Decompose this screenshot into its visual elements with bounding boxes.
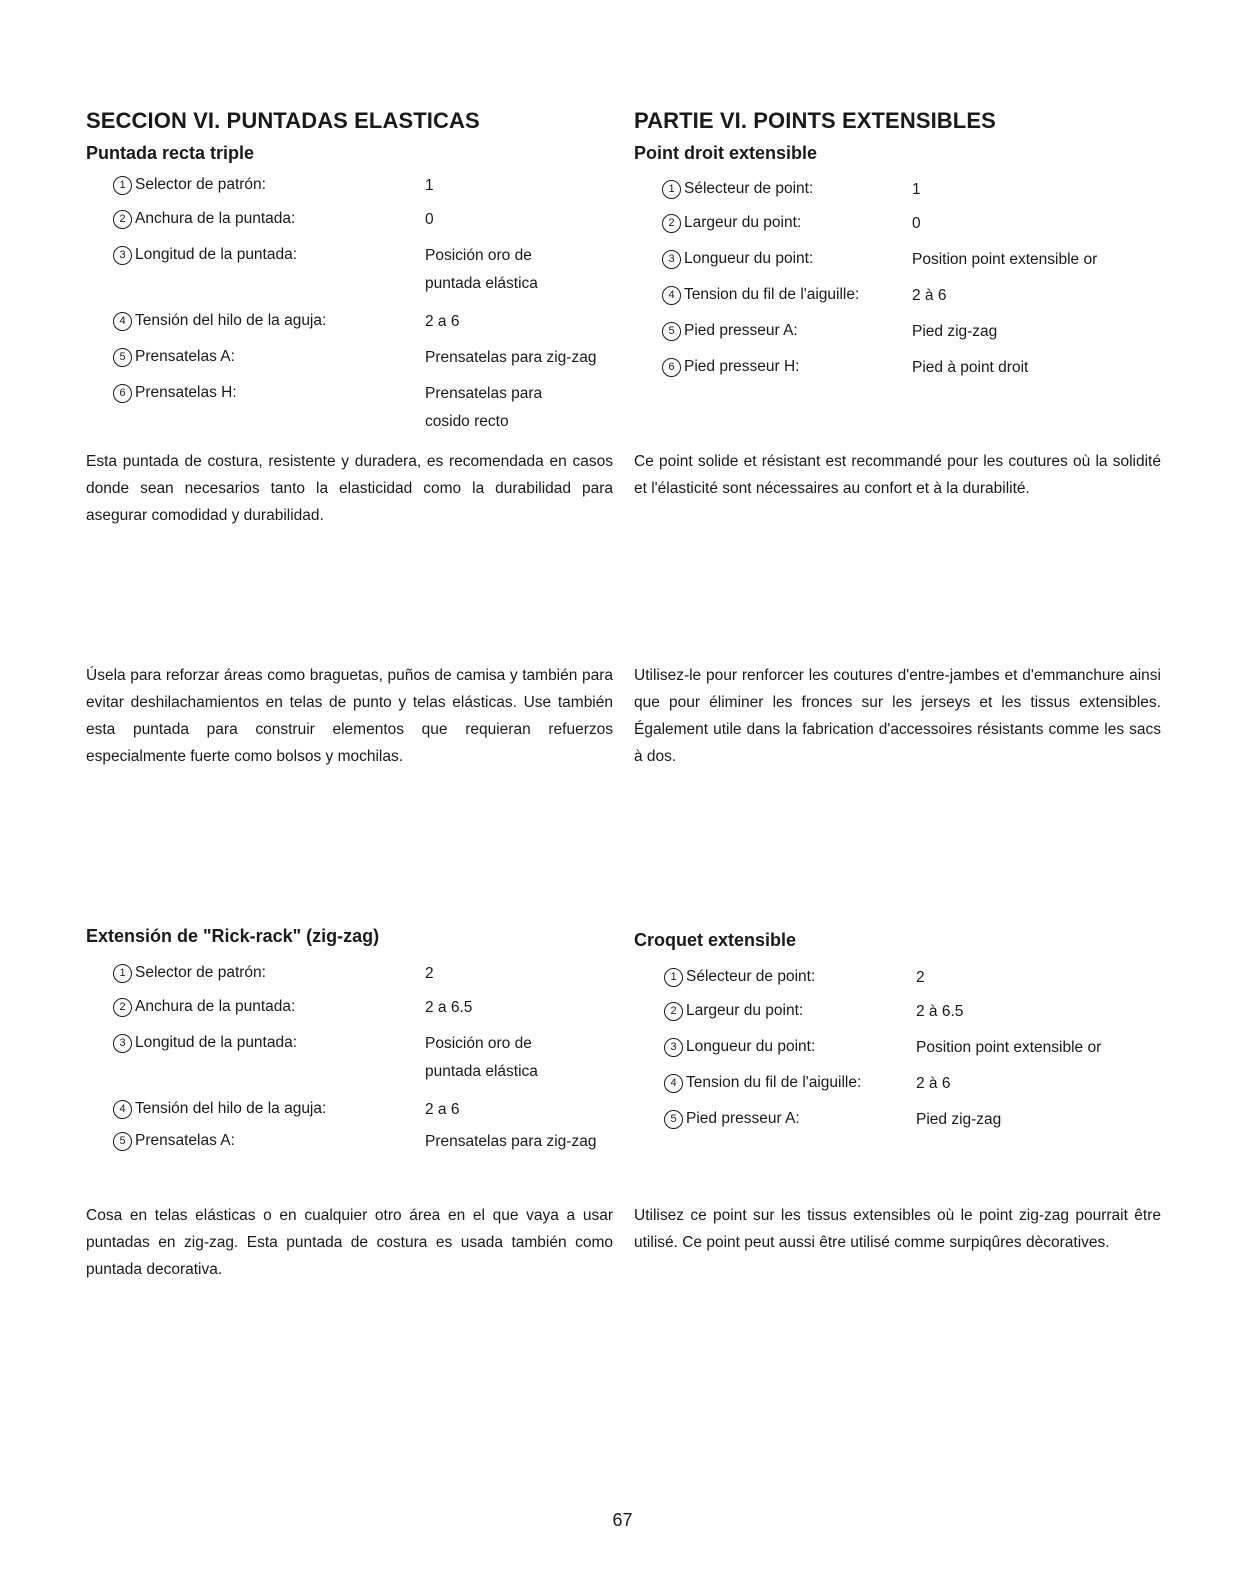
setting-value: Prensatelas para zig-zag <box>425 1133 597 1150</box>
setting-row <box>113 312 326 331</box>
circled-number: 6 <box>662 358 681 377</box>
setting-label: Selector de patrón: <box>135 176 266 193</box>
setting-label: Pied presseur A: <box>686 1110 800 1127</box>
setting-label: Longitud de la puntada: <box>135 1034 298 1051</box>
setting-label: Tensión del hilo de la aguja: <box>135 312 327 329</box>
setting-value: Pied zig-zag <box>912 323 998 340</box>
setting-row <box>664 1002 803 1021</box>
setting-value: Prensatelas para zig-zag <box>425 349 597 366</box>
setting-value: 2 à 6.5 <box>916 1003 964 1020</box>
setting-row <box>664 1038 815 1057</box>
settings-list-croquet-fr <box>664 968 1184 1138</box>
setting-value: Pied zig-zag <box>916 1111 1002 1128</box>
setting-row <box>113 384 237 403</box>
setting-label: Longitud de la puntada: <box>135 246 298 263</box>
circled-number: 4 <box>662 286 681 305</box>
setting-row <box>113 964 266 983</box>
setting-row <box>113 1034 297 1053</box>
setting-label: Anchura de la puntada: <box>135 998 296 1015</box>
setting-label: Tensión del hilo de la aguja: <box>135 1100 327 1117</box>
paragraph-uses-fr: Utilisez-le pour renforcer les coutures d'entre-jambes et d'emmanchure ainsi que pour éliminer les fronces sur les jerseys et les tissus extensibles. Également utile dans la fabrication d'accessoires résistants comme les sacs à dos. <box>634 667 1161 765</box>
circled-number: 1 <box>662 180 681 199</box>
setting-value: 2 <box>916 969 925 986</box>
paragraph-intro-fr: Ce point solide et résistant est recommandé pour les coutures où la solidité et l'élasticité sont nécessaires au confort et à la durabilité. <box>634 453 1161 497</box>
circled-number: 2 <box>113 210 132 229</box>
subtitle-rick-rack-es: Extensión de "Rick-rack" (zig-zag) <box>86 926 380 946</box>
circled-number: 2 <box>662 214 681 233</box>
paragraph-intro-es: Esta puntada de costura, resistente y duradera, es recomendada en casos donde sean necesarios tanto la elasticidad como la durabilidad para asegurar comodidad y durabilidad. <box>86 453 613 524</box>
setting-value: 2 a 6.5 <box>425 999 473 1016</box>
setting-value: 1 <box>425 177 434 194</box>
setting-row <box>113 348 235 367</box>
circled-number: 5 <box>662 322 681 341</box>
paragraph-croquet-fr: Utilisez ce point sur les tissus extensibles où le point zig-zag pourrait être utilisé. Ce point peut aussi être utilisé comme surpiqûres dècoratives. <box>634 1207 1161 1251</box>
setting-label: Sélecteur de point: <box>686 968 816 985</box>
setting-value-line2: puntada elástica <box>425 1063 538 1080</box>
setting-row <box>113 998 295 1017</box>
setting-label: Pied presseur H: <box>684 358 800 375</box>
setting-label: Largeur du point: <box>684 214 802 231</box>
setting-row <box>664 968 815 987</box>
setting-value: Position point extensible or <box>916 1039 1102 1056</box>
setting-value: Pied à point droit <box>912 359 1029 376</box>
setting-value: 2 à 6 <box>912 287 947 304</box>
setting-label: Pied presseur A: <box>684 322 798 339</box>
subtitle-straight-fr: Point droit extensible <box>634 143 818 163</box>
circled-number: 6 <box>113 384 132 403</box>
setting-label: Prensatelas H: <box>135 384 237 401</box>
setting-row <box>662 214 801 233</box>
setting-row <box>113 1100 326 1119</box>
settings-list-straight-fr <box>662 180 1182 380</box>
setting-label: Tension du fil de l'aiguille: <box>686 1074 862 1091</box>
setting-row <box>113 176 266 195</box>
setting-label: Longueur du point: <box>686 1038 816 1055</box>
page-number: 67 <box>612 1510 633 1530</box>
circled-number: 3 <box>664 1038 683 1057</box>
setting-row <box>662 180 813 199</box>
setting-value: Position point extensible or <box>912 251 1098 268</box>
circled-number: 4 <box>113 1100 132 1119</box>
setting-row <box>113 1132 235 1151</box>
section-title-fr: PARTIE VI. POINTS EXTENSIBLES <box>634 108 996 133</box>
setting-value: 0 <box>425 211 434 228</box>
setting-value: Posición oro de <box>425 247 532 264</box>
paragraph-uses-es: Úsela para reforzar áreas como braguetas, puños de camisa y también para evitar deshilachamientos en telas de punto y telas elásticas. Use también esta puntada para construir elementos que requieran refuerzos especialmente fuerte como bolsos y mochilas. <box>86 667 613 765</box>
setting-label: Largeur du point: <box>686 1002 804 1019</box>
setting-value-line2: puntada elástica <box>425 275 538 292</box>
circled-number: 3 <box>662 250 681 269</box>
subtitle-croquet-fr: Croquet extensible <box>634 930 797 950</box>
circled-number: 4 <box>113 312 132 331</box>
circled-number: 3 <box>113 1034 132 1053</box>
paragraph-rick-rack-es: Cosa en telas elásticas o en cualquier otro área en el que vaya a usar puntadas en zig-zag. Esta puntada de costura es usada también como puntada decorativa. <box>86 1207 613 1278</box>
setting-value: 2 a 6 <box>425 313 460 330</box>
setting-value: 2 <box>425 965 434 982</box>
circled-number: 1 <box>664 968 683 987</box>
setting-label: Prensatelas A: <box>135 348 235 365</box>
setting-label: Prensatelas A: <box>135 1132 235 1149</box>
setting-value: 2 à 6 <box>916 1075 951 1092</box>
setting-label: Longueur du point: <box>684 250 814 267</box>
setting-value: Prensatelas para <box>425 385 543 402</box>
circled-number: 3 <box>113 246 132 265</box>
setting-row <box>662 250 813 269</box>
circled-number: 1 <box>113 176 132 195</box>
section-title-es: SECCION VI. PUNTADAS ELASTICAS <box>86 108 480 133</box>
circled-number: 1 <box>113 964 132 983</box>
setting-row <box>113 246 297 265</box>
setting-label: Selector de patrón: <box>135 964 266 981</box>
setting-row <box>664 1110 800 1129</box>
setting-value: 1 <box>912 181 921 198</box>
circled-number: 2 <box>664 1002 683 1021</box>
setting-row <box>662 286 859 305</box>
setting-value: 2 a 6 <box>425 1101 460 1118</box>
setting-row <box>662 322 798 341</box>
settings-list-triple-es <box>113 176 633 436</box>
circled-number: 2 <box>113 998 132 1017</box>
settings-list-rick-rack-es <box>113 964 633 1154</box>
setting-value: 0 <box>912 215 921 232</box>
setting-label: Tension du fil de l'aiguille: <box>684 286 860 303</box>
circled-number: 5 <box>113 1132 132 1151</box>
setting-row <box>113 210 295 229</box>
setting-row <box>662 358 799 377</box>
setting-label: Anchura de la puntada: <box>135 210 296 227</box>
subtitle-triple-straight-es: Puntada recta triple <box>86 143 255 163</box>
circled-number: 5 <box>113 348 132 367</box>
setting-value-line2: cosido recto <box>425 413 509 430</box>
setting-row <box>664 1074 861 1093</box>
circled-number: 5 <box>664 1110 683 1129</box>
setting-label: Sélecteur de point: <box>684 180 814 197</box>
circled-number: 4 <box>664 1074 683 1093</box>
setting-value: Posición oro de <box>425 1035 532 1052</box>
